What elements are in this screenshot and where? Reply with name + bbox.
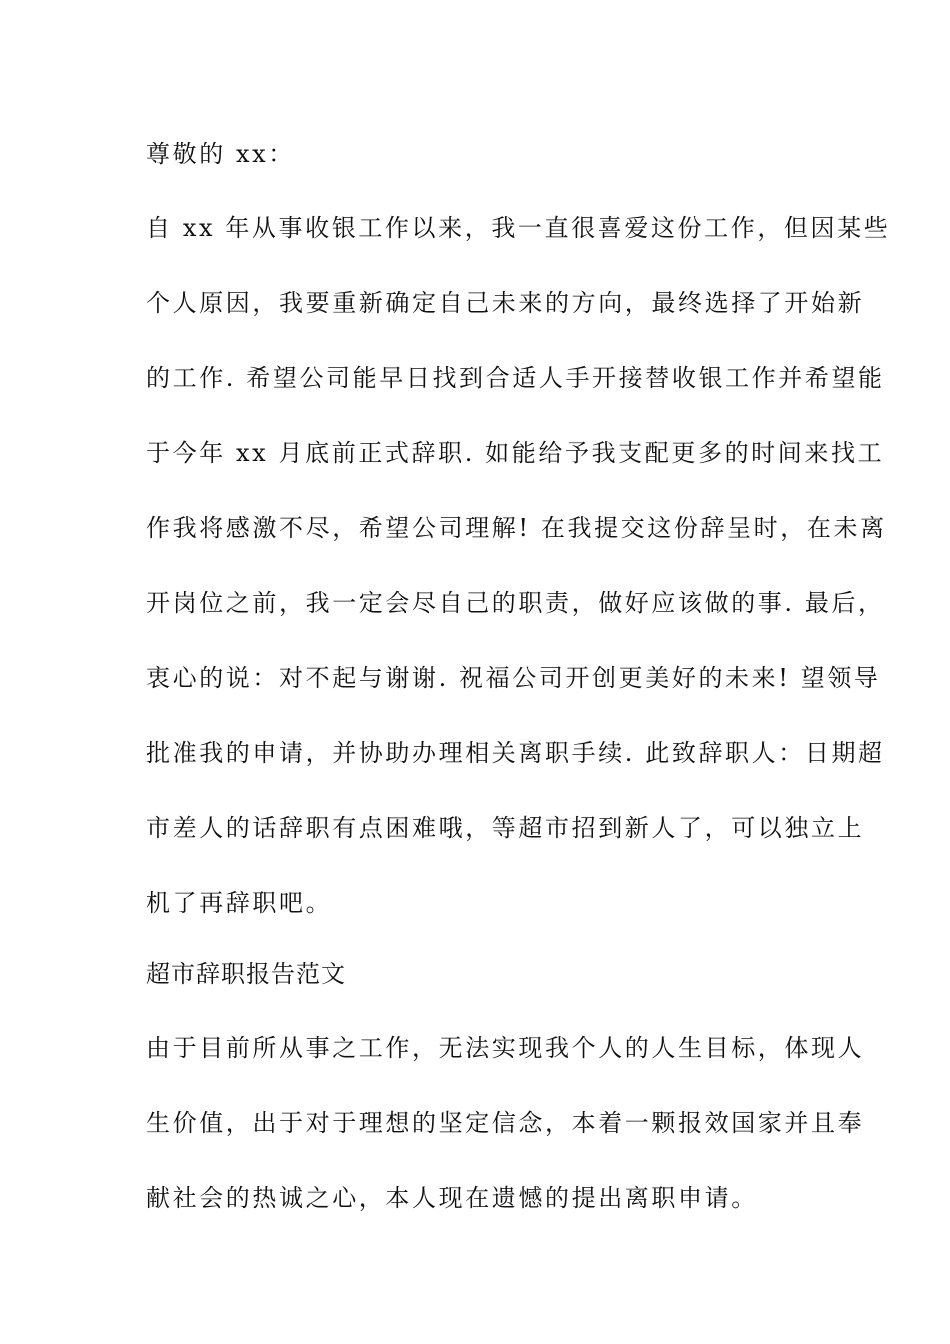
sample-line-3: 献社会的热诚之心，本人现在遗憾的提出离职申请。 [146,1184,758,1212]
greeting-line: 尊敬的 xx： [146,140,295,168]
letter-line-1: 自 xx 年从事收银工作以来，我一直很喜爱这份工作，但因某些 [146,214,891,242]
section-title: 超市辞职报告范文 [146,960,346,988]
letter-line-8: 批准我的申请，并协助办理相关离职手续. 此致辞职人：日期超 [146,739,885,767]
sample-line-2: 生价值，出于对于理想的坚定信念，本着一颗报效国家并且奉 [146,1109,865,1137]
letter-line-3: 的工作. 希望公司能早日找到合适人手开接替收银工作并希望能 [146,364,885,392]
letter-line-9: 市差人的话辞职有点困难哦，等超市招到新人了，可以独立上 [146,814,865,842]
letter-line-10: 机了再辞职吧。 [146,889,333,917]
letter-line-5: 作我将感激不尽，希望公司理解! 在我提交这份辞呈时，在未离 [146,514,887,542]
letter-line-4: 于今年 xx 月底前正式辞职. 如能给予我支配更多的时间来找工 [146,439,885,467]
letter-line-6: 开岗位之前，我一定会尽自己的职责，做好应该做的事. 最后， [146,589,885,617]
letter-line-2: 个人原因，我要重新确定自己未来的方向，最终选择了开始新 [146,289,865,317]
letter-line-7: 衷心的说：对不起与谢谢. 祝福公司开创更美好的未来! 望领导 [146,664,881,692]
sample-line-1: 由于目前所从事之工作，无法实现我个人的人生目标，体现人 [146,1034,865,1062]
